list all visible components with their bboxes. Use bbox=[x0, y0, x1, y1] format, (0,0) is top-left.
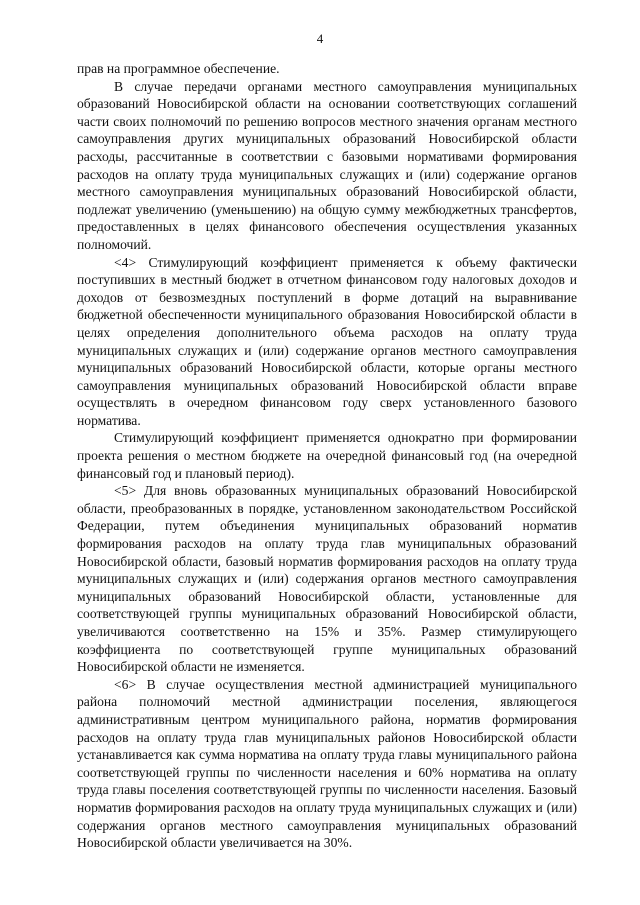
document-body bbox=[77, 60, 577, 852]
paragraph-transfer-of-powers: В случае передачи органами местного самоуправления муниципальных образований Новосибирской области на основании соответствующих соглашений части своих полномочий по решению вопросов местного значения органам местного самоуправления других муниципальных образований Новосибирской области расходы, рассчитанные в соответствии с базовыми нормативами формирования расходов на оплату труда муниципальных служащих и (или) содержание органов местного самоуправления муниципальных образований Новосибирской области, подлежат увеличению (уменьшению) на общую сумму межбюджетных трансфертов, предоставленных в целях финансового обеспечения осуществления указанных полномочий. bbox=[77, 78, 577, 252]
footnote-4-paragraph: <4> Стимулирующий коэффициент применяется к объему фактически поступивших в местный бюджет в отчетном финансовом году налоговых доходов и доходов от безвозмездных поступлений в форме дотаций на выравнивание бюджетной обеспеченности муниципального образования Новосибирской области в целях определения дополнительного объема расходов на оплату труда муниципальных служащих и (или) содержание органов местного самоуправления муниципальных образований Новосибирской области, которые органы местного самоуправления муниципальных образований Новосибирской области вправе осуществлять в очередном финансовом году сверх установленного базового норматива. bbox=[77, 254, 577, 428]
footnote-5-paragraph: <5> Для вновь образованных муниципальных образований Новосибирской области, преобразованных в порядке, установленном законодательством Российской Федерации, путем объединения муниципальных образований норматив формирования расходов на оплату труда глав муниципальных образований Новосибирской области, базовый норматив формирования расходов на оплату труда муниципальных служащих и (или) содержания органов местного самоуправления муниципальных образований Новосибирской области, установленные для соответствующей группы муниципальных образований Новосибирской области, увеличиваются соответственно на 15% и 35%. Размер стимулирующего коэффициента по соответствующей группе муниципальных образований Новосибирской области не изменяется. bbox=[77, 483, 577, 675]
footnote-6-paragraph: <6> В случае осуществления местной администрацией муниципального района полномочий местной администрации поселения, являющегося административным центром муниципального района, норматив формирования расходов на оплату труда глав муниципальных районов Новосибирской области устанавливается как сумма норматива на оплату труда главы муниципального района соответствующей группы по численности населения и 60% норматива на оплату труда главы поселения соответствующей группы по численности населения. Базовый норматив формирования расходов на оплату труда муниципальных служащих и (или) содержания органов местного самоуправления муниципальных образований Новосибирской области увеличивается на 30%. bbox=[77, 676, 577, 851]
paragraph-continuation: прав на программное обеспечение. bbox=[77, 61, 280, 76]
paragraph-stimulating-coefficient: Стимулирующий коэффициент применяется однократно при формировании проекта решения о местном бюджете на очередной финансовый год (на очередной финансовый год и плановый период). bbox=[77, 430, 577, 481]
page-number: 4 bbox=[316, 31, 324, 46]
